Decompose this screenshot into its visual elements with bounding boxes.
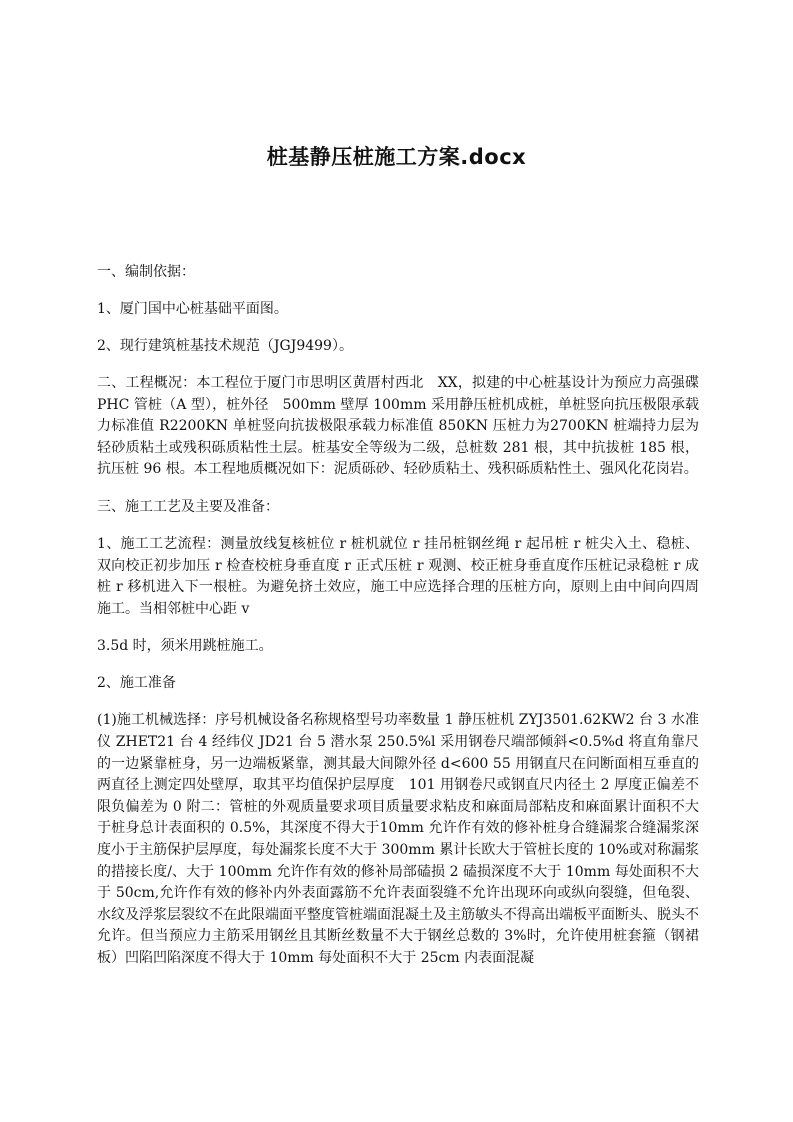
process-flow-paragraph: 1、施工工艺流程：测量放线复核桩位 r 桩机就位 r 挂吊桩钢丝绳 r 起吊桩 r 桩尖入土、稳桩、双向校正初步加压 r 检查校桩身垂直度 r 正式压桩 r 观测、校正桩身垂直度作压桩记录稳桩 r 成桩 r 移机进入下一根桩。为避免挤土效应，施工中应选择合理的压桩方向，原则上由中间向四周施工。当相邻桩中心距 v (97, 535, 699, 617)
basis-item-2: 2、现行建筑桩基技术规范（JGJ9499）。 (97, 338, 353, 354)
document-body (97, 262, 699, 985)
document-title: 桩基静压桩施工方案.docx (266, 145, 527, 169)
section-heading-process: 三、施工工艺及主要及准备： (97, 498, 279, 515)
section-heading-preparation: 2、施工准备 (97, 675, 176, 692)
basis-item-1: 1、厦门国中心桩基础平面图。 (97, 301, 288, 317)
process-flow-continuation: 3.5d 时，须米用跳桩施工。 (97, 638, 273, 655)
project-overview-paragraph: 二、工程概况：本工程位于厦门市思明区黄厝村西北 XX，拟建的中心桩基设计为预应力高强碟 PHC 管桩（A 型），桩外径 500mm 壁厚 100mm 采用静压桩机成桩，单桩竖向抗压极限承载力标准值 R2200KN 单桩竖向抗拔极限承载力标准值 850KN 压桩力为2700KN 桩端持力层为轻砂质粘土或残积砾质粘性土层。桩基安全等级为二级，总桩数 281 根，其中抗拔桩 185 根，抗压桩 96 根。本工程地质概况如下：泥质砾砂、轻砂质粘土、残积砾质粘性土、强风化花岗岩。 (97, 375, 699, 478)
machinery-selection-paragraph: (1)施工机械选择：序号机械设备名称规格型号功率数量 1 静压桩机 ZYJ3501.62KW2 台 3 水准仪 ZHET21 台 4 经纬仪 JD21 台 5 潜水泵 250.5%l 采用钢卷尺端部倾斜<0.5%d 将直角靠尺的一边紧靠桩身，另一边端板紧靠，测其最大间隙外径 d<600 55 用钢直尺在问断面相互垂直的两直径上测定四处壁厚，取其平均值保护层厚度 101 用钢卷尺或钢直尺内径土 2 厚度正偏差不限负偏差为 0 附二：管桩的外观质量要求项目质量要求粘皮和麻面局部粘皮和麻面累计面积不大于桩身总计表面积的 0.5%，其深度不得大于10mm 允许作有效的修补桩身合缝漏浆合缝漏浆深度小于主筋保护层厚度，每处漏浆长度不大于 300mm 累计长欧大于管桩长度的 10%或对称漏浆的措接长度/、大于 100mm 允许作有效的修补局部磕损 2 磕损深度不大于 10mm 每处面积不大于 50cm,允许作有效的修补内外表面露筋不允许表面裂缝不允许出现环向或纵向裂缝，但龟裂、水纹及浮浆层裂纹不在此限端面平整度管桩端面混凝土及主筋敏头不得高出端板平面断头、脱头不允许。但当预应力主筋采用钢丝且其断丝数量不大于钢丝总数的 3%时，允许使用桩套箍（钢裙板）凹陷凹陷深度不得大于 10mm 每处面积不大于 25cm 内表面混凝 (97, 712, 699, 966)
section-heading-basis: 一、编制依据： (97, 264, 195, 280)
